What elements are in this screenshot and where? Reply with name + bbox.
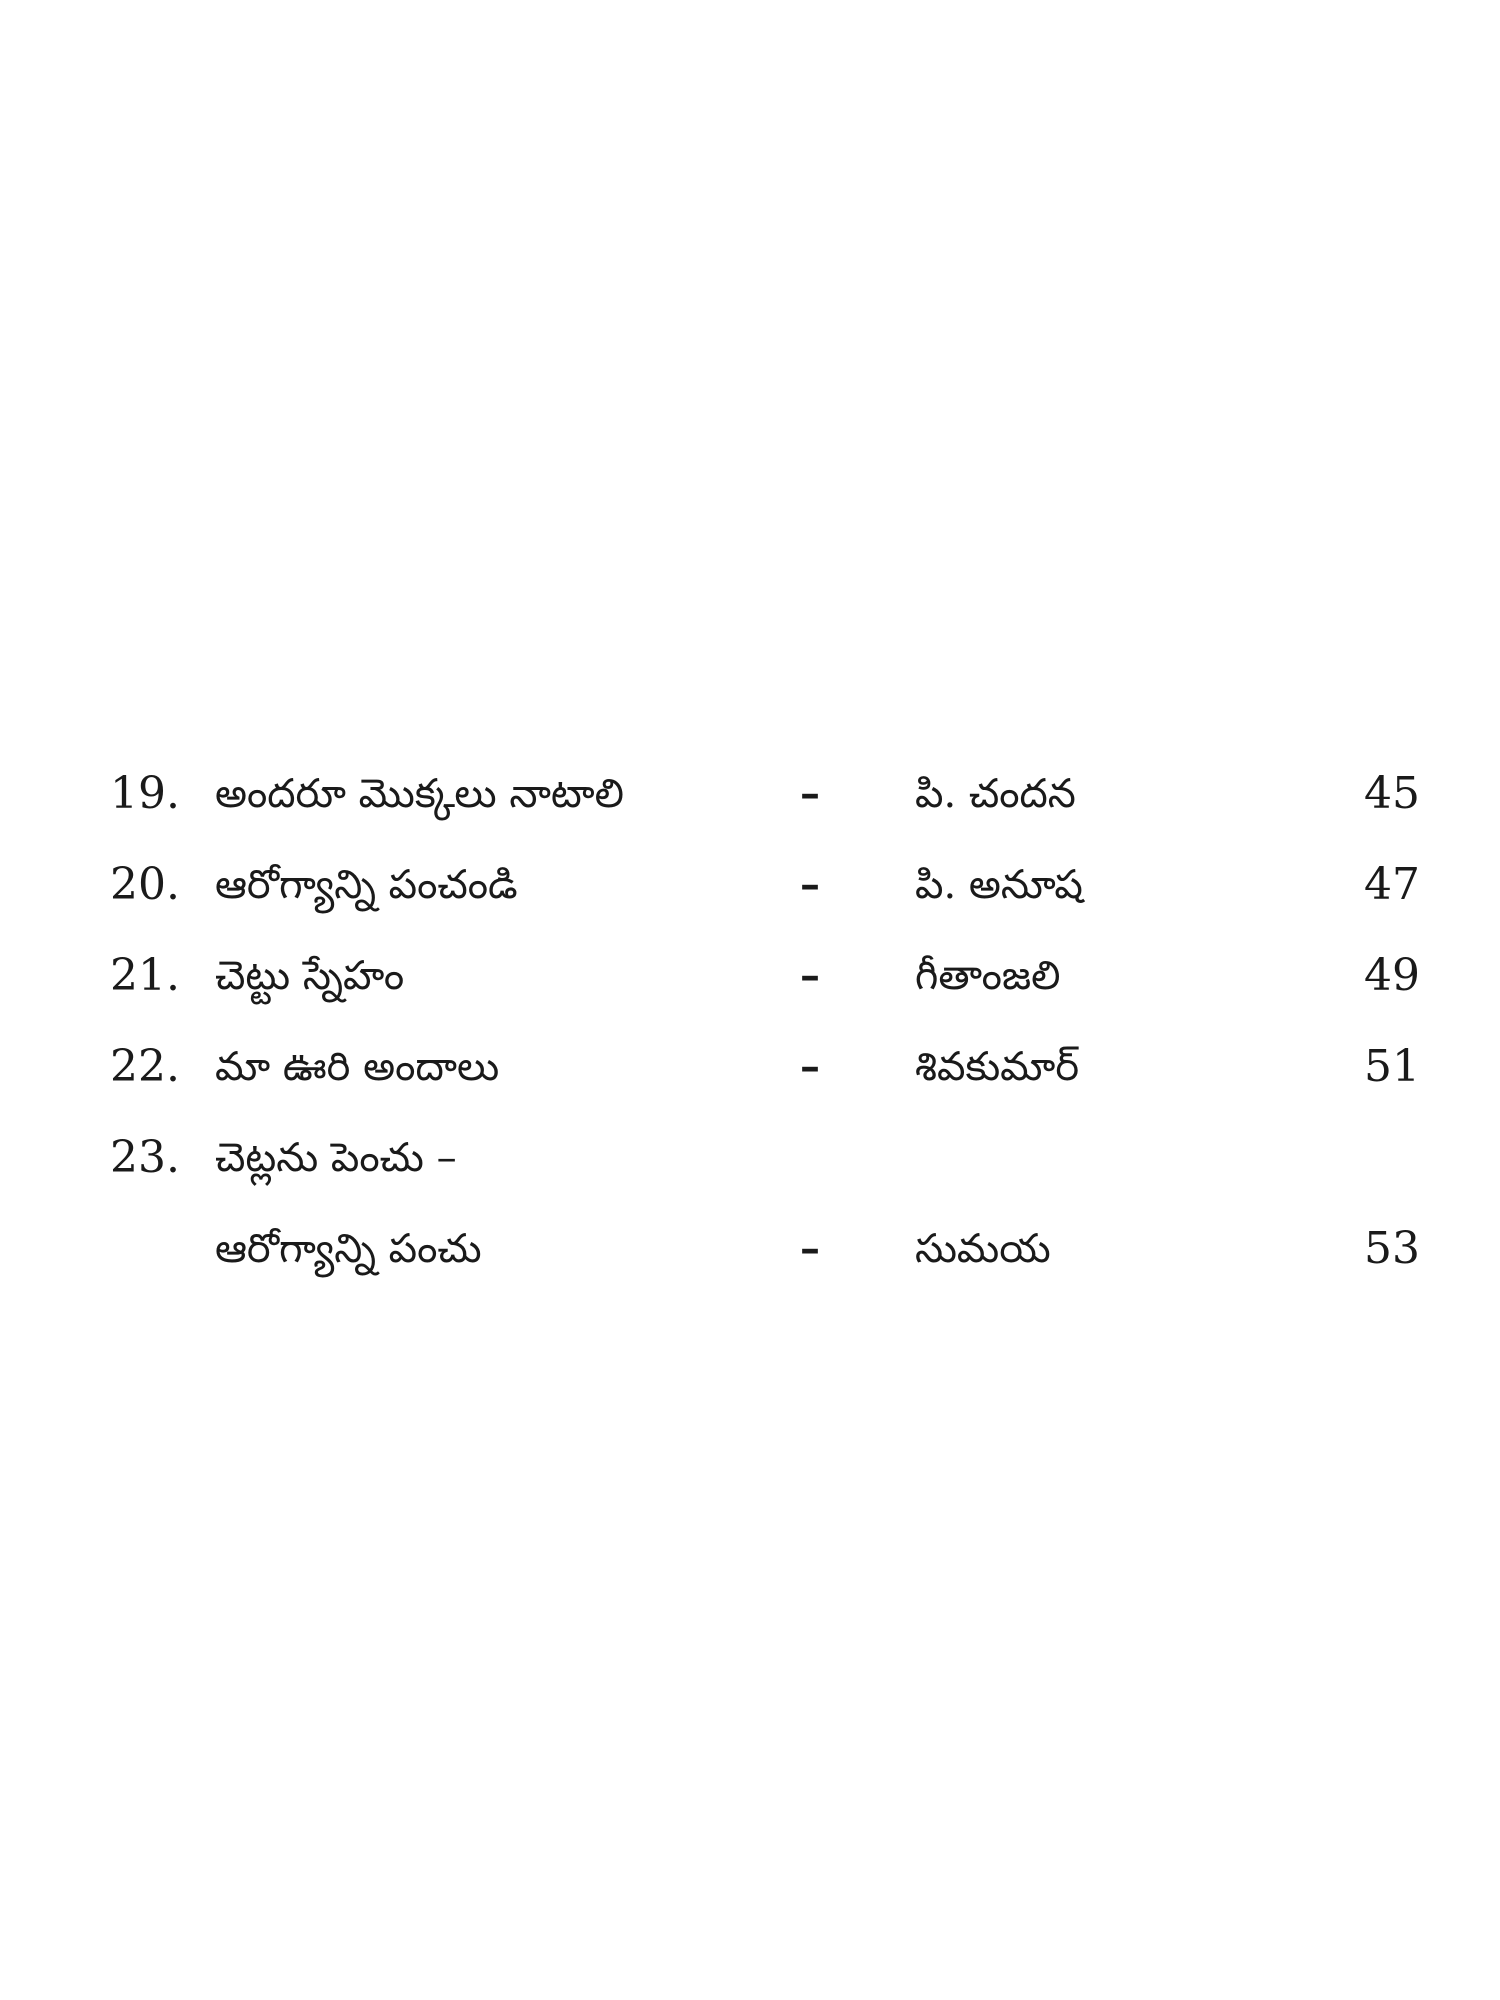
entry-title: ఆరోగ్యాన్ని పంచండి [215, 862, 518, 908]
entry-number: 23. [110, 1132, 180, 1183]
entry-separator: – [800, 770, 820, 817]
entry-author: గీతాంజలి [915, 953, 1061, 999]
entry-separator [795, 1123, 825, 1193]
entry-page-number [1320, 1123, 1420, 1193]
entry-number: 21. [110, 950, 180, 1001]
entry-title: ఆరోగ్యాన్ని పంచు [215, 1226, 482, 1272]
entry-page-number: 47 [1364, 859, 1420, 910]
entry-page-number: 45 [1364, 768, 1420, 819]
entry-author: సుమయ [915, 1226, 1051, 1272]
entry-number: 20. [110, 859, 180, 910]
entry-author: పి. చందన [915, 771, 1076, 817]
toc-entry [0, 1032, 1500, 1102]
toc-entry [0, 1214, 1500, 1284]
entry-number [110, 1214, 210, 1284]
entry-number: 19. [110, 768, 180, 819]
entry-number: 22. [110, 1041, 180, 1092]
toc-entry [0, 759, 1500, 829]
entry-page-number: 49 [1364, 950, 1420, 1001]
entry-title: అందరూ మొక్కలు నాటాలి [215, 771, 624, 817]
entry-title: మా ఊరి అందాలు [215, 1044, 500, 1090]
entry-page-number: 51 [1364, 1041, 1420, 1092]
entry-separator: – [800, 861, 820, 908]
entry-separator: – [800, 1225, 820, 1272]
entry-author: పి. అనూష [915, 862, 1083, 908]
entry-author: శివకుమార్ [915, 1044, 1080, 1090]
entry-author [915, 1123, 1315, 1193]
toc-entry [0, 850, 1500, 920]
toc-entry [0, 941, 1500, 1011]
entry-title: చెట్లను పెంచు – [215, 1135, 457, 1181]
toc-entry [0, 1123, 1500, 1193]
entry-page-number: 53 [1364, 1223, 1420, 1274]
entry-separator: – [800, 952, 820, 999]
entry-title: చెట్టు స్నేహం [215, 953, 405, 999]
entry-separator: – [800, 1043, 820, 1090]
